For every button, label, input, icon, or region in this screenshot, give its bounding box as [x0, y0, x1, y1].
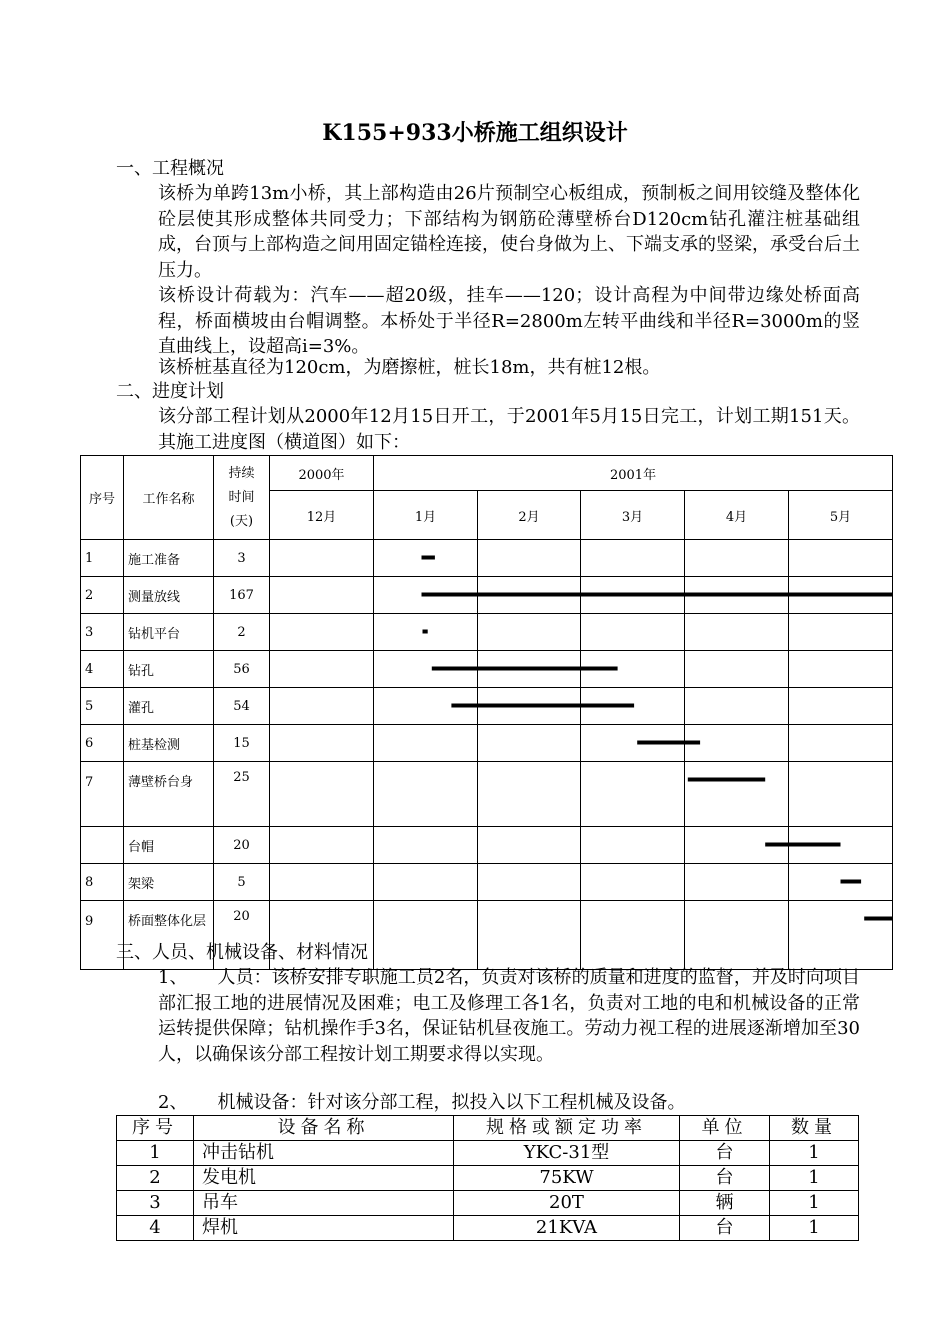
gantt-cell: [374, 827, 478, 864]
gantt-cell: [270, 614, 374, 651]
gantt-cell: [478, 651, 581, 688]
section1-paragraph2: [116, 283, 860, 360]
equipment-header-row: [117, 1116, 859, 1141]
equipment-name: 焊机: [194, 1216, 454, 1241]
gantt-cell: [685, 864, 789, 901]
gantt-cell: [374, 688, 478, 725]
gantt-cell: [789, 725, 893, 762]
equipment-spec: 75KW: [454, 1166, 680, 1191]
gantt-cell: [374, 577, 478, 614]
gantt-cell: [270, 688, 374, 725]
gantt-cell: [685, 762, 789, 827]
gantt-cell: [789, 762, 893, 827]
equipment-no: 3: [117, 1191, 194, 1216]
gantt-cell: [685, 725, 789, 762]
header-duration-line1: 持续: [228, 465, 255, 481]
gantt-row-days: 25: [214, 762, 270, 827]
section1-paragraph3-text: 该桥桩基直径为120cm，为磨擦桩，桩长18m，共有桩12根。: [158, 357, 661, 378]
gantt-row-no: 3: [81, 614, 124, 651]
gantt-cell: [270, 577, 374, 614]
gantt-cell: [270, 540, 374, 577]
gantt-cell: [685, 688, 789, 725]
section1-paragraph1: [116, 181, 860, 283]
gantt-row-days: 15: [214, 725, 270, 762]
header-month: 12月: [270, 491, 374, 540]
gantt-cell: [581, 864, 685, 901]
gantt-cell: [374, 901, 478, 970]
section2-paragraph: [116, 404, 860, 455]
gantt-cell: [581, 725, 685, 762]
gantt-row-no: 6: [81, 725, 124, 762]
gantt-row-no: 8: [81, 864, 124, 901]
header-no: 序号: [81, 456, 124, 540]
gantt-cell: [478, 762, 581, 827]
section2-paragraph-text: 该分部工程计划从2000年12月15日开工，于2001年5月15日完工，计划工期151天。其施工进度图（横道图）如下：: [158, 406, 860, 453]
section1-heading: 一、工程概况: [116, 158, 224, 179]
equipment-unit: 台: [680, 1216, 770, 1241]
equipment-header: 单位: [680, 1116, 770, 1141]
gantt-cell: [789, 540, 893, 577]
gantt-row-days: 54: [214, 688, 270, 725]
section1-paragraph2-text: 该桥设计荷载为：汽车——超20级，挂车——120；设计高程为中间带边缘处桥面高程，桥面横坡由台帽调整。本桥处于半径R=2800m左转平曲线和半径R=3000m的竖直曲线上，设超高i=3%。: [158, 285, 860, 357]
gantt-cell: [581, 540, 685, 577]
section2-heading: 二、进度计划: [116, 381, 224, 402]
gantt-row-days: 2: [214, 614, 270, 651]
gantt-row: [81, 577, 893, 614]
section3-heading: 三、人员、机械设备、材料情况: [116, 942, 368, 963]
equipment-name: 发电机: [194, 1166, 454, 1191]
gantt-row-no: [81, 827, 124, 864]
gantt-row-name: 桩基检测: [124, 725, 214, 762]
item1-number: 1、: [158, 967, 188, 988]
gantt-cell: [789, 901, 893, 970]
header-year-2000: 2000年: [270, 456, 374, 491]
header-month: 5月: [789, 491, 893, 540]
header-month: 3月: [581, 491, 685, 540]
gantt-cell: [374, 762, 478, 827]
gantt-row: [81, 864, 893, 901]
section3-item1: [116, 965, 860, 1067]
gantt-cell: [374, 614, 478, 651]
gantt-row-name: 桥面整体化层: [124, 901, 214, 970]
gantt-cell: [789, 688, 893, 725]
equipment-row: [117, 1191, 859, 1216]
gantt-cell: [478, 577, 581, 614]
gantt-row-days: 56: [214, 651, 270, 688]
gantt-cell: [270, 762, 374, 827]
gantt-row-name: 施工准备: [124, 540, 214, 577]
section1-paragraph3: [116, 355, 860, 381]
gantt-cell: [685, 577, 789, 614]
gantt-row-days: 20: [214, 827, 270, 864]
header-month: 4月: [685, 491, 789, 540]
gantt-cell: [685, 540, 789, 577]
gantt-cell: [270, 864, 374, 901]
equipment-spec: 20T: [454, 1191, 680, 1216]
gantt-cell: [478, 864, 581, 901]
gantt-cell: [581, 827, 685, 864]
gantt-chart: [80, 455, 892, 940]
equipment-no: 1: [117, 1141, 194, 1166]
gantt-cell: [270, 725, 374, 762]
gantt-cell: [581, 762, 685, 827]
header-name: 工作名称: [124, 456, 214, 540]
gantt-cell: [581, 614, 685, 651]
gantt-cell: [478, 901, 581, 970]
gantt-row-name: 台帽: [124, 827, 214, 864]
header-duration-line2: 时间: [228, 489, 255, 505]
equipment-row: [117, 1141, 859, 1166]
item2-number: 2、: [158, 1092, 188, 1113]
item1-text: 人员：该桥安排专职施工员2名，负责对该桥的质量和进度的监督，并及时向项目部汇报工地的进展情况及困难；电工及修理工各1名，负责对工地的电和机械设备的正常运转提供保障；钻机操作手3名，保证钻机昼夜施工。劳动力视工程的进展逐渐增加至30人，以确保该分部工程按计划工期要求得以实现。: [158, 967, 861, 1065]
gantt-row-days: 5: [214, 864, 270, 901]
gantt-cell: [374, 725, 478, 762]
gantt-row-name: 测量放线: [124, 577, 214, 614]
gantt-row: [81, 688, 893, 725]
gantt-cell: [685, 901, 789, 970]
equipment-table: [116, 1115, 858, 1241]
gantt-cell: [270, 651, 374, 688]
equipment-unit: 辆: [680, 1191, 770, 1216]
header-duration: [214, 456, 270, 540]
gantt-row-days: 20: [214, 901, 270, 970]
gantt-row: [81, 614, 893, 651]
equipment-unit: 台: [680, 1166, 770, 1191]
gantt-row-no: 9: [81, 901, 124, 970]
gantt-cell: [789, 651, 893, 688]
equipment-header: 序号: [117, 1116, 194, 1141]
gantt-cell: [581, 651, 685, 688]
section3-item2: [116, 1090, 860, 1116]
gantt-cell: [478, 688, 581, 725]
item2-text: 机械设备：针对该分部工程，拟投入以下工程机械及设备。: [217, 1092, 686, 1113]
gantt-cell: [478, 540, 581, 577]
gantt-cell: [581, 688, 685, 725]
gantt-cell: [478, 725, 581, 762]
gantt-cell: [685, 651, 789, 688]
gantt-cell: [789, 614, 893, 651]
gantt-cell: [581, 577, 685, 614]
gantt-cell: [789, 864, 893, 901]
equipment-no: 2: [117, 1166, 194, 1191]
equipment-unit: 台: [680, 1141, 770, 1166]
gantt-row-no: 4: [81, 651, 124, 688]
header-duration-line3: (天): [229, 513, 254, 529]
header-month: 1月: [374, 491, 478, 540]
gantt-row-no: 5: [81, 688, 124, 725]
gantt-cell: [374, 540, 478, 577]
equipment-header: 数量: [770, 1116, 859, 1141]
gantt-cell: [685, 827, 789, 864]
gantt-row-no: 2: [81, 577, 124, 614]
equipment-header: 规格或额定功率: [454, 1116, 680, 1141]
gantt-cell: [478, 614, 581, 651]
gantt-row: [81, 540, 893, 577]
equipment-qty: 1: [770, 1166, 859, 1191]
gantt-table: [80, 455, 893, 970]
header-month: 2月: [478, 491, 581, 540]
gantt-row-name: 钻机平台: [124, 614, 214, 651]
equipment-row: [117, 1216, 859, 1241]
gantt-row: [81, 725, 893, 762]
gantt-cell: [789, 577, 893, 614]
gantt-row-no: 7: [81, 762, 124, 827]
equipment-name: 冲击钻机: [194, 1141, 454, 1166]
gantt-row-no: 1: [81, 540, 124, 577]
gantt-row-name: 架梁: [124, 864, 214, 901]
equipment-header: 设备名称: [194, 1116, 454, 1141]
equipment-qty: 1: [770, 1141, 859, 1166]
section1-paragraph1-text: 该桥为单跨13m小桥，其上部构造由26片预制空心板组成，预制板之间用铰缝及整体化砼层使其形成整体共同受力；下部结构为钢筋砼薄壁桥台D120cm钻孔灌注桩基础组成，台顶与上部构造之间用固定锚栓连接，使台身做为上、下端支承的竖梁，承受台后土压力。: [158, 183, 860, 281]
page-title: K155+933小桥施工组织设计: [322, 120, 628, 146]
equipment-spec: 21KVA: [454, 1216, 680, 1241]
gantt-cell: [789, 827, 893, 864]
header-year-2001: 2001年: [374, 456, 893, 491]
gantt-row-name: 钻孔: [124, 651, 214, 688]
equipment-row: [117, 1166, 859, 1191]
equipment-qty: 1: [770, 1191, 859, 1216]
gantt-cell: [685, 614, 789, 651]
gantt-cell: [270, 827, 374, 864]
equipment-name: 吊车: [194, 1191, 454, 1216]
equipment-spec: YKC-31型: [454, 1141, 680, 1166]
gantt-row-days: 3: [214, 540, 270, 577]
equipment-no: 4: [117, 1216, 194, 1241]
gantt-row-days: 167: [214, 577, 270, 614]
gantt-cell: [478, 827, 581, 864]
gantt-row: [81, 651, 893, 688]
equipment-qty: 1: [770, 1216, 859, 1241]
gantt-row-name: 灌孔: [124, 688, 214, 725]
gantt-cell: [581, 901, 685, 970]
gantt-row-name: 薄壁桥台身: [124, 762, 214, 827]
gantt-cell: [374, 651, 478, 688]
gantt-row: [81, 827, 893, 864]
gantt-row: [81, 762, 893, 827]
gantt-cell: [374, 864, 478, 901]
